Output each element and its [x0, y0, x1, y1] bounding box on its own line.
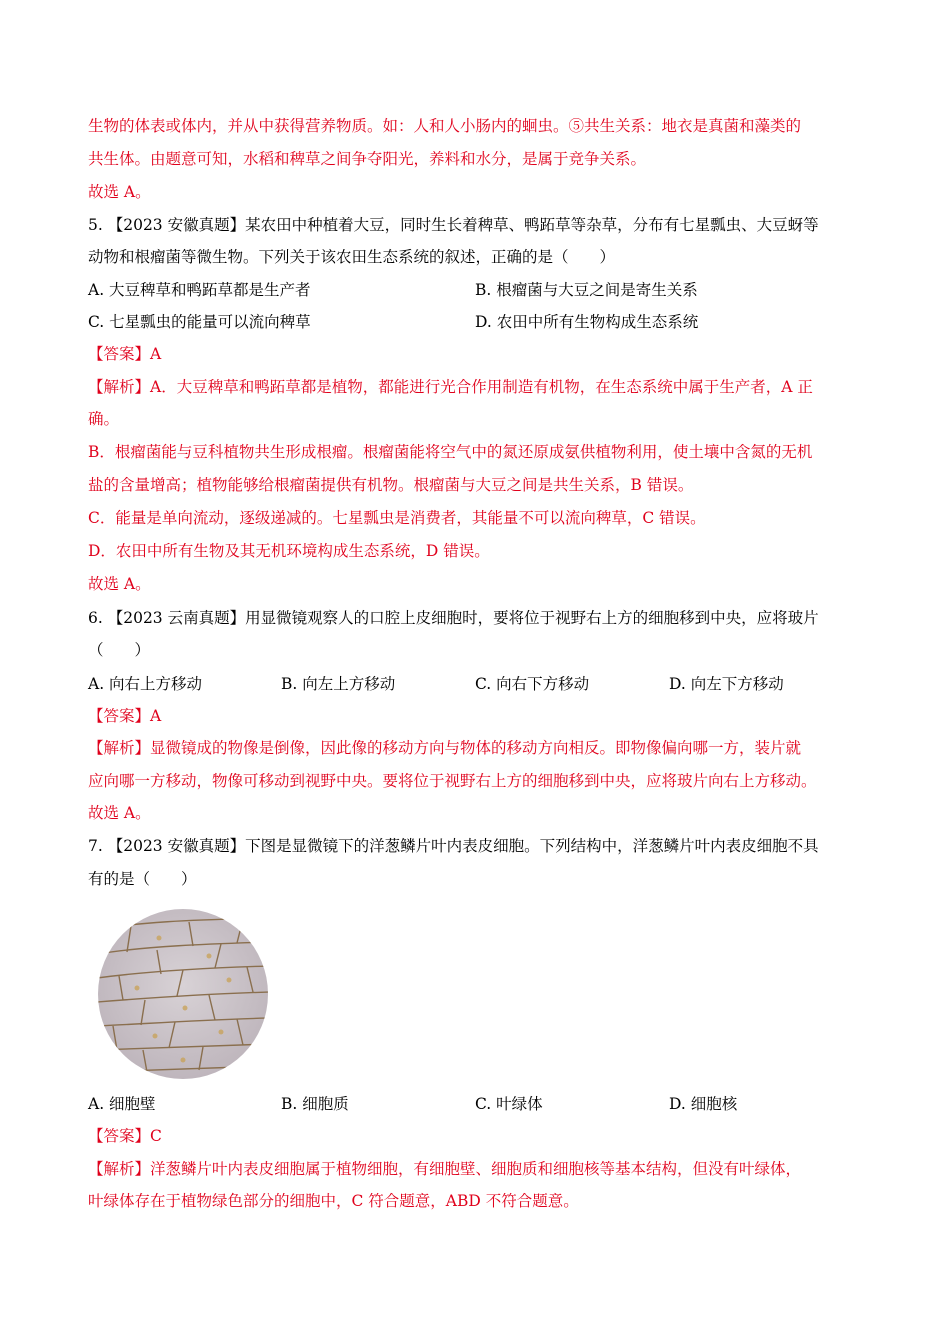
q7-explanation-2: 叶绿体存在于植物绿色部分的细胞中，C 符合题意，ABD 不符合题意。: [88, 1192, 579, 1210]
q5-option-a: A. 大豆稗草和鸭跖草都是生产者: [88, 281, 311, 299]
q6-option-d: D. 向左下方移动: [669, 675, 784, 693]
q7-stem-line-1: 7. 【2023 安徽真题】下图是显微镜下的洋葱鳞片叶内表皮细胞。下列结构中，洋葱鳞片叶内表皮细胞不具: [88, 837, 819, 855]
q6-option-b: B. 向左上方移动: [281, 675, 396, 693]
q5-explanation-5: C．能量是单向流动，逐级递减的。七星瓢虫是消费者，其能量不可以流向稗草，C 错误。: [88, 509, 706, 527]
q5-explanation-3: B．根瘤菌能与豆科植物共生形成根瘤。根瘤菌能将空气中的氮还原成氨供植物利用，使土壤中含氮的无机: [88, 443, 813, 461]
q7-option-b: B. 细胞质: [281, 1095, 349, 1113]
q7-answer: 【答案】C: [88, 1127, 162, 1145]
q6-option-c: C. 向右下方移动: [475, 675, 590, 693]
q6-stem-line-1: 6. 【2023 云南真题】用显微镜观察人的口腔上皮细胞时，要将位于视野右上方的细胞移到中央，应将玻片: [88, 609, 819, 627]
q5-option-d: D. 农田中所有生物构成生态系统: [475, 313, 699, 331]
q5-conclusion: 故选 A。: [88, 575, 151, 593]
q6-conclusion: 故选 A。: [88, 804, 151, 822]
q7-stem-line-2: 有的是（ ）: [88, 870, 197, 888]
q5-option-b: B. 根瘤菌与大豆之间是寄生关系: [475, 281, 698, 299]
onion-epidermis-micrograph: [97, 908, 269, 1080]
carryover-conclusion: 故选 A。: [88, 183, 151, 201]
q5-explanation-6: D．农田中所有生物及其无机环境构成生态系统，D 错误。: [88, 542, 490, 560]
q6-stem-line-2: （ ）: [88, 641, 151, 659]
q7-explanation-1: 【解析】洋葱鳞片叶内表皮细胞属于植物细胞，有细胞壁、细胞质和细胞核等基本结构，但没有叶绿体，: [88, 1160, 802, 1178]
q5-stem-line-2: 动物和根瘤菌等微生物。下列关于该农田生态系统的叙述，正确的是（ ）: [88, 248, 616, 266]
q7-option-c: C. 叶绿体: [475, 1095, 543, 1113]
q6-explanation-1: 【解析】显微镜成的物像是倒像，因此像的移动方向与物体的移动方向相反。即物像偏向哪一方，装片就: [88, 739, 802, 757]
q7-option-a: A. 细胞壁: [88, 1095, 156, 1113]
q5-explanation-1: 【解析】A．大豆稗草和鸭跖草都是植物，都能进行光合作用制造有机物，在生态系统中属于生产者，A 正: [88, 378, 813, 396]
q6-option-a: A. 向右上方移动: [88, 675, 203, 693]
q7-option-d: D. 细胞核: [669, 1095, 738, 1113]
q5-stem-line-1: 5. 【2023 安徽真题】某农田中种植着大豆，同时生长着稗草、鸭跖草等杂草，分布有七星瓢虫、大豆蚜等: [88, 216, 819, 234]
q5-option-c: C. 七星瓢虫的能量可以流向稗草: [88, 313, 311, 331]
carryover-line-1: 生物的体表或体内，并从中获得营养物质。如：人和人小肠内的蛔虫。⑤共生关系：地衣是真菌和藻类的: [88, 117, 802, 135]
q5-explanation-4: 盐的含量增高；植物能够给根瘤菌提供有机物。根瘤菌与大豆之间是共生关系，B 错误。: [88, 476, 694, 494]
q6-answer: 【答案】A: [88, 707, 162, 725]
carryover-line-2: 共生体。由题意可知，水稻和稗草之间争夺阳光，养料和水分，是属于竞争关系。: [88, 150, 647, 168]
q6-explanation-2: 应向哪一方移动，物像可移动到视野中央。要将位于视野右上方的细胞移到中央，应将玻片向右上方移动。: [88, 772, 817, 790]
q5-explanation-2: 确。: [88, 410, 120, 428]
q5-answer: 【答案】A: [88, 345, 162, 363]
